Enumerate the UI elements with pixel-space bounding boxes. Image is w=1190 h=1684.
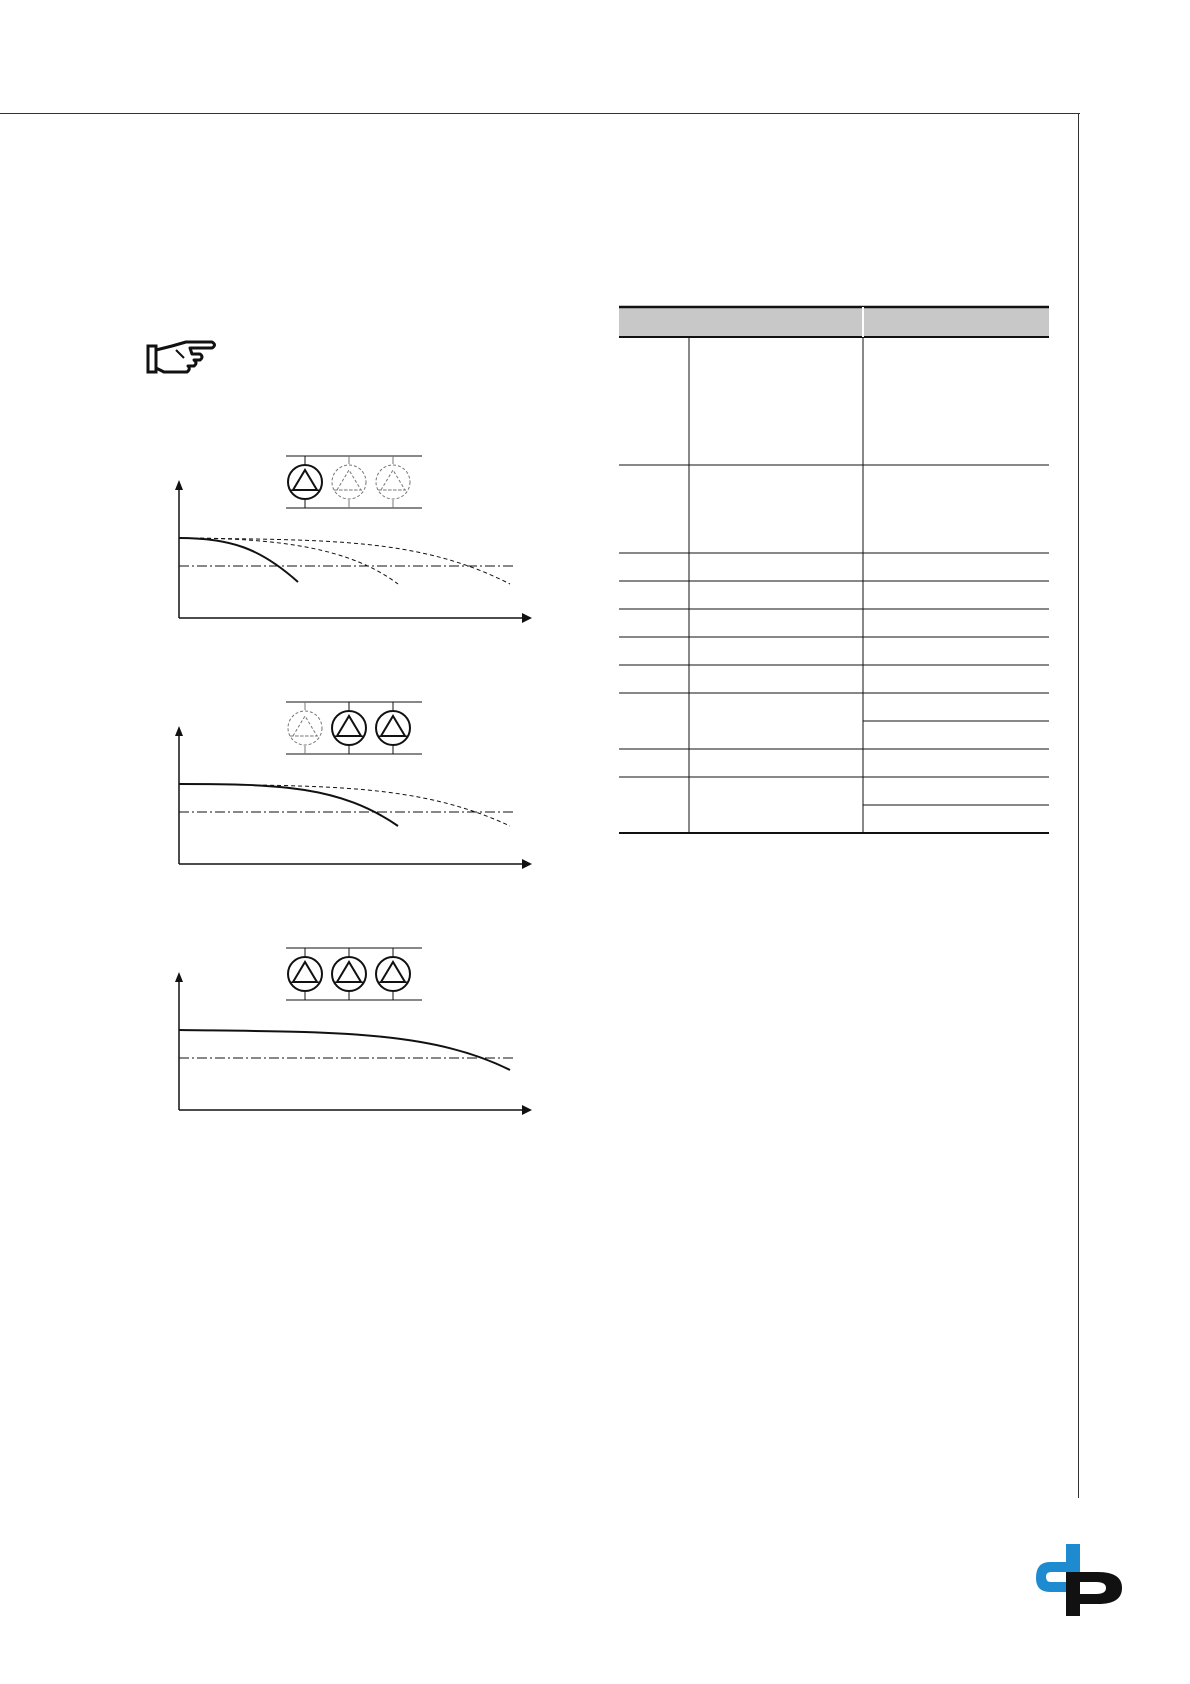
pump-curve-diagram-2 xyxy=(160,694,540,894)
table-row xyxy=(619,777,1049,833)
pump-symbol-active xyxy=(288,948,322,1000)
pump-symbol-standby xyxy=(376,456,410,508)
pump-station-symbol xyxy=(286,456,422,508)
spec-table-grid xyxy=(619,305,1049,845)
pump-curve-diagram-1 xyxy=(160,448,540,648)
pump-station-symbol xyxy=(286,702,422,754)
pump-symbol-standby xyxy=(332,456,366,508)
pump-symbol-active xyxy=(288,456,322,508)
table-row xyxy=(619,465,1049,553)
table-row xyxy=(619,553,1049,581)
pump-symbol-active xyxy=(332,948,366,1000)
dp-logo xyxy=(1036,1540,1126,1620)
page-frame-top xyxy=(0,113,1080,114)
pump-symbol-active xyxy=(376,702,410,754)
pump-station-symbol xyxy=(286,948,422,1000)
table-row xyxy=(619,749,1049,777)
page-frame-right xyxy=(1078,113,1079,1498)
pump-curve-diagram-3 xyxy=(160,940,540,1140)
table-row xyxy=(619,337,1049,465)
table-row xyxy=(619,693,1049,749)
spec-table xyxy=(619,305,1049,845)
table-row xyxy=(619,665,1049,693)
pump-symbol-active xyxy=(332,702,366,754)
pointing-hand-icon xyxy=(146,336,218,376)
pump-symbol-standby xyxy=(288,702,322,754)
table-row xyxy=(619,637,1049,665)
table-header xyxy=(619,307,1049,337)
pump-symbol-active xyxy=(376,948,410,1000)
table-row xyxy=(619,581,1049,609)
table-row xyxy=(619,609,1049,637)
